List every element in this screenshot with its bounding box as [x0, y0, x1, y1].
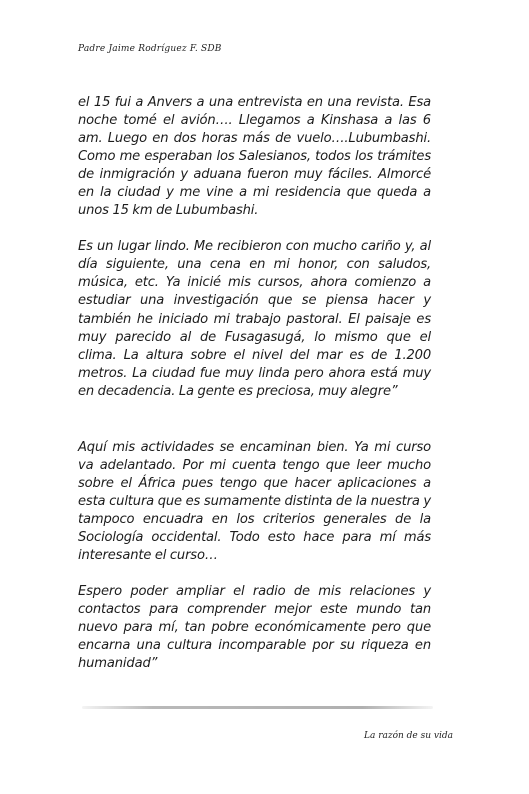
paragraph-hopes: Espero poder ampliar el radio de mis relaciones y contactos para comprender mejor este mundo tan nuevo para mí, tan pobre económicamente pero que encarna una cultura incomparable por su riqueza en humanidad” [78, 584, 431, 672]
paragraph-welcome: Es un lugar lindo. Me recibieron con mucho cariño y, al día siguiente, una cena en mi honor, con saludos, música, etc. Ya inicié mis cursos, ahora comienzo a estudiar una investigación que se piensa hacer y también he iniciado mi trabajo pastoral. El paisaje es muy parecido al de Fusagasugá, lo mismo que el clima. La altura sobre el nivel del mar es de 1.200 metros. La ciudad fue muy linda pero ahora está muy en decadencia. La gente es preciosa, muy alegre” [78, 239, 431, 399]
page-body [78, 94, 431, 673]
paragraph-activities: Aquí mis actividades se encaminan bien. Ya mi curso va adelantado. Por mi cuenta tengo que leer mucho sobre el África pues tengo que hacer aplicaciones a esta cultura que es sumamente distinta de la nuestra y tampoco encuadra en los criterios generales de la Sociología occidental. Todo esto hace para mí más interesante el curso… [78, 439, 431, 564]
footer-divider [82, 706, 433, 709]
running-footer: La razón de su vida [363, 731, 453, 741]
running-header: Padre Jaime Rodríguez F. SDB [78, 44, 222, 54]
paragraph-arrival: el 15 fui a Anvers a una entrevista en una revista. Esa noche tomé el avión…. Llegamos a Kinshasa a las 6 am. Luego en dos horas más de vuelo….Lubumbashi. Como me esperaban los Salesianos, todos los trámites de inmigración y aduana fueron muy fáciles. Almorcé en la ciudad y me vine a mi residencia que queda a unos 15 km de Lubumbashi. [78, 95, 431, 219]
